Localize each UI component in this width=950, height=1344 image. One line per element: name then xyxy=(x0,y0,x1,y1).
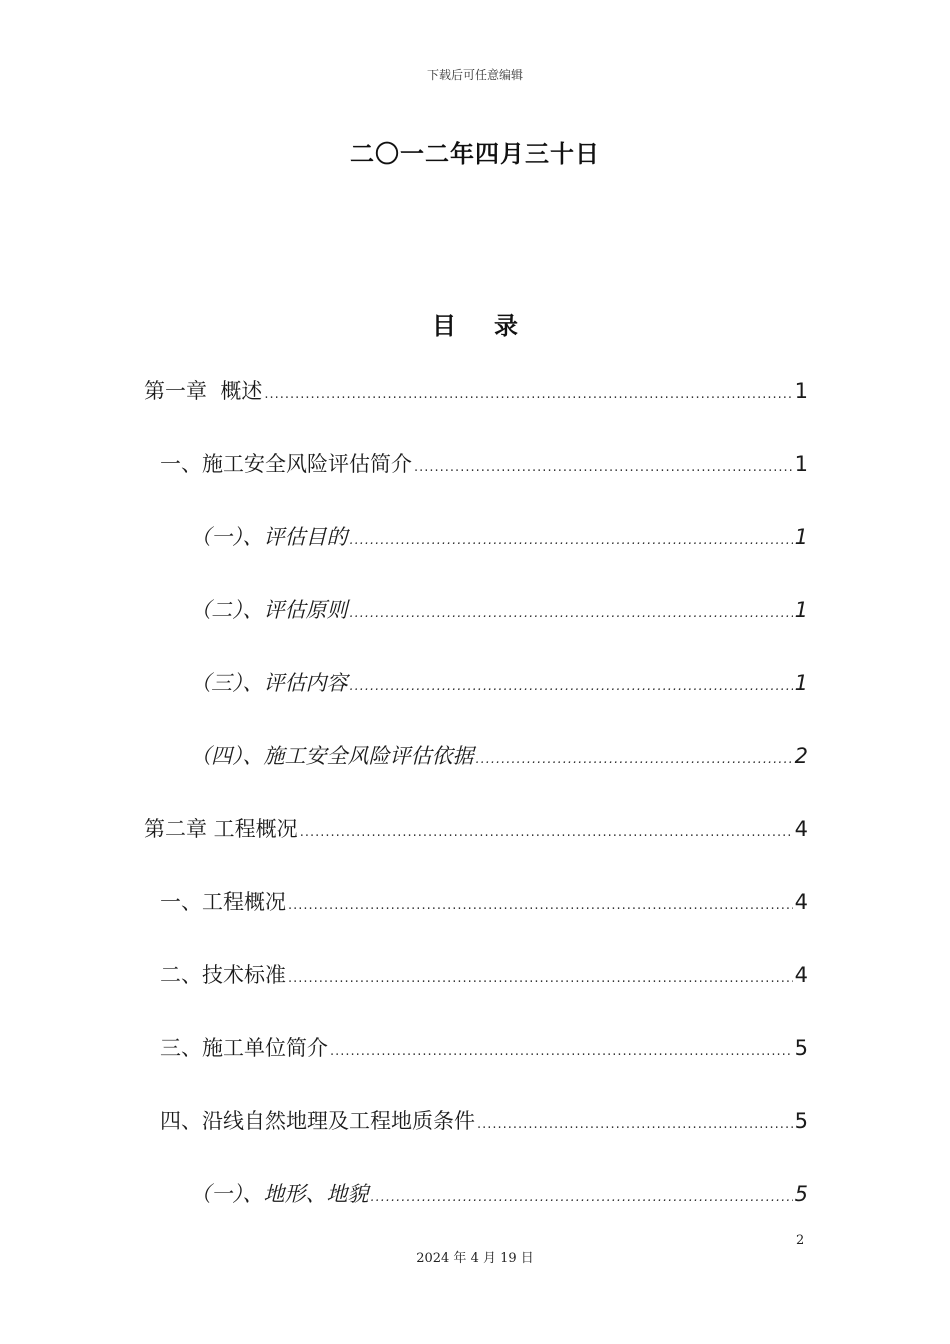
toc-entry-page: 1 xyxy=(794,379,808,403)
toc-entry-page: 5 xyxy=(794,1182,808,1206)
toc-entry-page: 4 xyxy=(794,817,808,841)
toc-leader-dots xyxy=(371,1183,793,1213)
toc-entry-subsection-1-1-1[interactable] xyxy=(190,522,808,556)
toc-entry-section-2-4[interactable] xyxy=(160,1106,808,1140)
toc-entry-page: 4 xyxy=(794,890,808,914)
toc-entry-chapter-2[interactable] xyxy=(144,814,808,848)
toc-entry-label: （三）、评估内容 xyxy=(190,671,348,695)
toc-entry-label: 一、施工安全风险评估简介 xyxy=(160,452,412,476)
toc-entry-subsection-1-1-2[interactable] xyxy=(190,595,808,629)
toc-entry-label: 第一章 概述 xyxy=(144,379,263,403)
toc-entry-section-2-1[interactable] xyxy=(160,887,808,921)
toc-entry-section-1-1[interactable] xyxy=(160,449,808,483)
toc-leader-dots xyxy=(330,1037,793,1067)
date-title: 二〇一二年四月三十日 xyxy=(350,140,600,168)
toc-leader-dots xyxy=(350,526,793,556)
page-number: 2 xyxy=(796,1233,805,1248)
toc-entry-label: （一）、评估目的 xyxy=(190,525,348,549)
toc-leader-dots xyxy=(414,453,793,483)
toc-leader-dots xyxy=(288,964,793,994)
toc-leader-dots xyxy=(350,599,793,629)
toc-entry-label: （二）、评估原则 xyxy=(190,598,348,622)
toc-entry-label: 三、施工单位简介 xyxy=(160,1036,328,1060)
toc-entry-subsection-1-1-4[interactable] xyxy=(190,741,808,775)
header-note: 下载后可任意编辑 xyxy=(426,68,523,82)
toc-entry-page: 1 xyxy=(794,452,808,476)
toc-entry-label: 一、工程概况 xyxy=(160,890,286,914)
toc-entry-chapter-1[interactable] xyxy=(144,376,808,410)
toc-entry-page: 1 xyxy=(794,598,808,622)
toc-entry-section-2-2[interactable] xyxy=(160,960,808,994)
toc-leader-dots xyxy=(350,672,793,702)
toc-entry-section-2-3[interactable] xyxy=(160,1033,808,1067)
toc-entry-page: 5 xyxy=(794,1109,808,1133)
toc-heading-part-1: 目 xyxy=(432,312,456,340)
toc-leader-dots xyxy=(288,891,793,921)
toc-leader-dots xyxy=(477,1110,793,1140)
toc-entry-page: 1 xyxy=(794,671,808,695)
toc-entry-label: 第二章 工程概况 xyxy=(144,817,298,841)
toc-entry-label: （四）、施工安全风险评估依据 xyxy=(190,744,474,768)
toc-leader-dots xyxy=(476,745,793,775)
toc-entry-subsection-1-1-3[interactable] xyxy=(190,668,808,702)
toc-leader-dots xyxy=(300,818,793,848)
toc-entry-label: 二、技术标准 xyxy=(160,963,286,987)
toc-entry-label: 四、沿线自然地理及工程地质条件 xyxy=(160,1109,475,1133)
footer-date: 2024 年 4 月 19 日 xyxy=(416,1251,534,1266)
toc-entry-label: （一）、地形、地貌 xyxy=(190,1182,369,1206)
toc-entry-page: 2 xyxy=(794,744,808,768)
toc-entry-subsection-2-4-1[interactable] xyxy=(190,1179,808,1213)
toc-entry-page: 5 xyxy=(794,1036,808,1060)
toc-heading-part-2: 录 xyxy=(494,312,518,340)
toc-leader-dots xyxy=(264,380,792,410)
toc-entry-page: 4 xyxy=(794,963,808,987)
toc-entry-page: 1 xyxy=(794,525,808,549)
